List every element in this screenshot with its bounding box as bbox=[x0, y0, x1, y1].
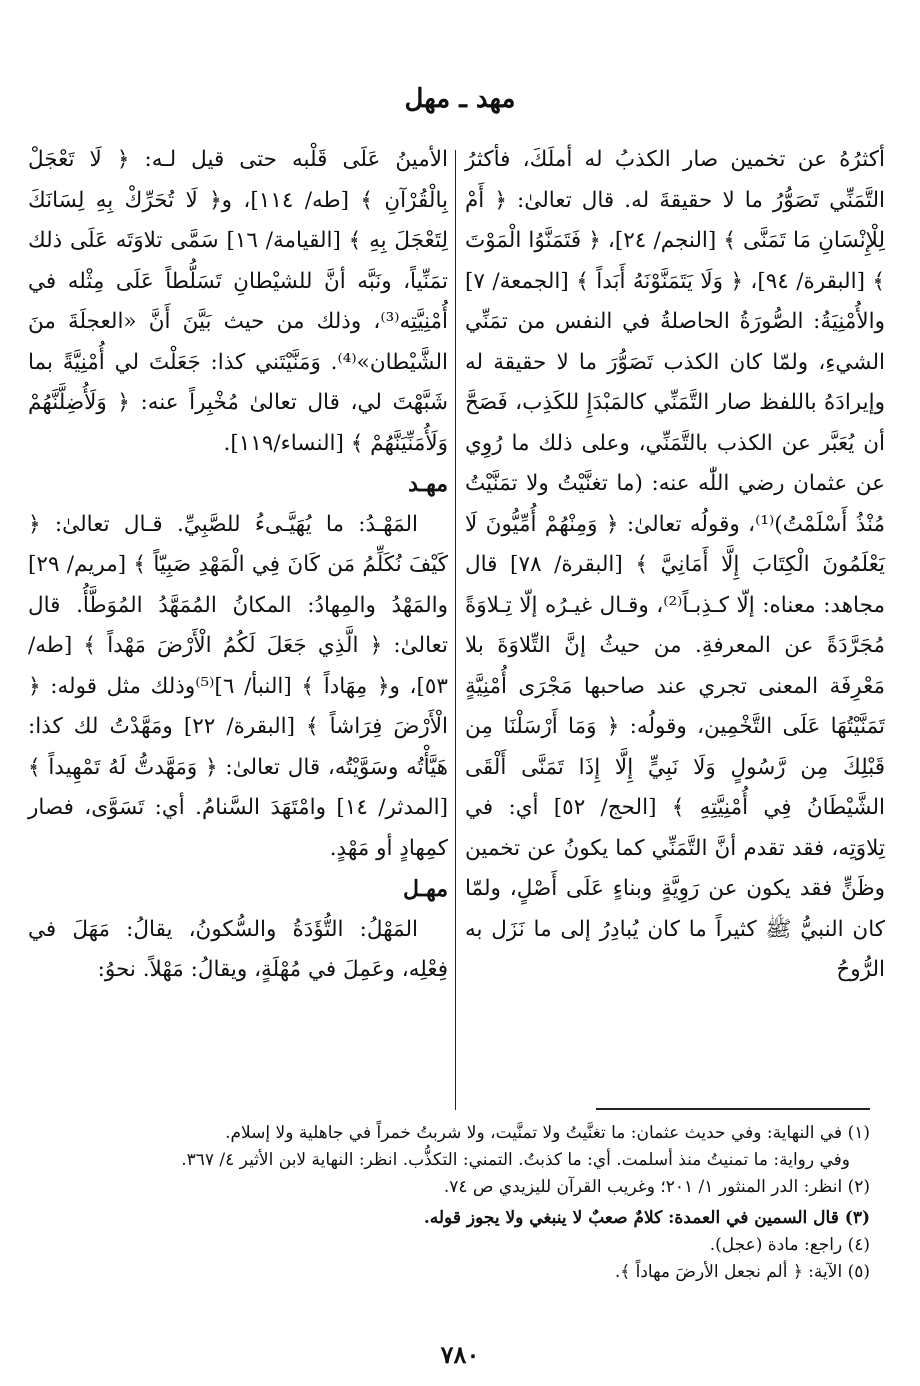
paragraph: المَهْلُ: التُّؤَدَةُ والسُّكونُ، يقالُ: مَهَلَ في فِعْلِه، وعَمِلَ في مُهْلَةٍ، ويقالُ: مَهْلاً. نحوُ: bbox=[28, 916, 448, 982]
left-column bbox=[28, 140, 448, 991]
footnote: (٣) قال السمين في العمدة: كلامٌ صعبٌ لا ينبغي ولا يجوز قوله. bbox=[423, 1208, 870, 1228]
entry-heading: مهـل bbox=[402, 876, 448, 902]
footnote: وفي رواية: ما تمنيتُ منذ أسلمت. أي: ما كذبتُ. التمني: التكذُّب. انظر: النهاية لابن الأثير ٤/ ٣٦٧. bbox=[181, 1150, 850, 1170]
footnote: (٥) الآية: ﴿ ألم نجعل الأرضَ مهاداً ﴾. bbox=[614, 1262, 870, 1282]
right-column bbox=[465, 140, 885, 991]
paragraph: الأمينُ عَلَى قَلْبه حتى قيل لـه: ﴿ لَا تَعْجَلْ بِالْقُرْآنِ ﴾ [طه/ ١١٤]، و﴿ لَا تُحَرِّكْ بِهِ لِسَانَكَ لِتَعْجَلَ بِهِ ﴾ [القيامة/ ١٦] سَمَّى تلاوَتَه عَلَى ذلك تمَنِّياً، ونَبَّه أنَّ للشيْطانِ تَسَلُّطاً عَلَى مِثْله في أُمْنِيَّتِه⁽³⁾، وذلك من حيث بَيَّنَ أَنَّ «العجلَةَ منَ الشَّيْطان»⁽⁴⁾. وَمَنَّيْتَني كذا: جَعَلْتَ لي أُمْنِيَّةً بما شَبَّهْتَ لي، قال تعالىٰ مُخْبِراً عنه: ﴿ وَلَأُضِلَّنَّهُمْ وَلَأُمَنِّيَنَّهُمْ ﴾ [النساء/١١٩]. bbox=[28, 147, 448, 456]
footnotes bbox=[40, 1120, 870, 1286]
entry-heading: مهـد bbox=[408, 471, 448, 497]
footnote: (٤) راجع: مادة (عجل). bbox=[709, 1235, 870, 1255]
page-number: ٧٨٠ bbox=[440, 1340, 480, 1369]
footnote-rule bbox=[596, 1108, 870, 1110]
paragraph: أكثرُهُ عن تخمين صار الكذبُ له أملَكَ، فأكثرُ التَّمَنِّي تَصَوُّرُ ما لا حقيقةَ له. قال تعالىٰ: ﴿ أَمْ لِلْإِنْسَانِ مَا تَمَنَّى ﴾ [النجم/ ٢٤]، ﴿ فَتَمَنَّوُا الْمَوْتَ ﴾ [البقرة/ ٩٤]، ﴿ وَلَا يَتَمَنَّوْنَهُ أَبَداً ﴾ [الجمعة/ ٧] والأُمْنِيَةُ: الصُّورَةُ الحاصلةُ في النفس من تمَنِّي الشيءِ، ولمّا كان الكذب تَصَوُّرَ ما لا حقيقة له وإيرادَهُ باللفظ صار التَّمَنِّي كالمَبْدَإِ للكَذِب، فَصَحَّ أن يُعَبَّر عن الكذب بالتَّمَنِّي، وعلى ذلك ما رُوِي عن عثمان رضي اللّٰه عنه: (ما تغنَّيْتُ ولا تمَنَّيْتُ مُنْذُ أَسْلَمْتُ)⁽¹⁾، وقولُه تعالىٰ: ﴿ وَمِنْهُمْ أُمِّيُّونَ لَا يَعْلَمُونَ الْكِتَابَ إِلَّا أَمَانِيَّ ﴾ [البقرة/ ٧٨] قال مجاهد: معناه: إلّا كـذِبـاً⁽²⁾، وقـال غيـرُه إلّا تِـلاوَةً مُجَرَّدَةً عن المعرفةِ. من حيثُ إنَّ التِّلاوَةَ بلا مَعْرِفَة المعنى تجري عند صاحبها مَجْرَى أُمْنِيَّةٍ تَمَنَّيْتُهَا عَلَى التَّخْمِين، وقولُه: ﴿ وَمَا أَرْسَلْنَا مِن قَبْلِكَ مِن رَّسُولٍ وَلَا نَبِيٍّ إِلَّا إِذَا تَمَنَّى أَلْقَى الشَّيْطَانُ فِي أُمْنِيَّتِهِ ﴾ [الحج/ ٥٢] أي: في تِلاوَتِه، فقد تقدم أنَّ التَّمَنِّي كما يكونُ عن تخمين وظَنٍّ فقد يكون عن رَوِيَّةٍ وبناءٍ عَلَى أَصْلٍ، ولمّا كان النبيُّ ﷺ كثيراً ما كان يُبادِرُ إلى ما نَزَل به الرُّوحُ bbox=[465, 147, 886, 982]
column-divider bbox=[455, 150, 456, 1110]
paragraph: المَهْـدُ: ما يُهَيَّـىءُ للصَّبِيِّ. قـال تعالىٰ: ﴿ كَيْفَ نُكَلِّمُ مَن كَانَ فِي الْمَهْدِ صَبِيّاً ﴾ [مريم/ ٢٩] والمَهْدُ والمِهادُ: المكانُ المُمَهَّدُ المُوَطَّأُ. قال تعالىٰ: ﴿ الَّذِي جَعَلَ لَكُمُ الْأَرْضَ مَهْداً ﴾ [طه/ ٥٣]، و﴿ مِهَاداً ﴾ [النبأ/ ٦]⁽⁵⁾وذلك مثل قوله: ﴿ الْأَرْضَ فِرَاشاً ﴾ [البقرة/ ٢٢] ومَهَّدْتُ لك كذا: هَيَّأْتُه وسَوَّيْتُه، قال تعالىٰ: ﴿ وَمَهَّدتُّ لَهُ تَمْهِيداً ﴾ [المدثر/ ١٤] وامْتَهَدَ السَّنامُ. أي: تَسَوَّى، فصار كمِهادٍ أو مَهْدٍ. bbox=[28, 511, 449, 861]
footnote: (١) في النهاية: وفي حديث عثمان: ما تغنَّيتُ ولا تمنَّيت، ولا شربتُ خمراً في جاهلية ولا إسلام. bbox=[225, 1123, 870, 1143]
footnote: (٢) انظر: الدر المنثور ١/ ٢٠١؛ وغريب القرآن لليزيدي ص ٧٤. bbox=[443, 1177, 870, 1197]
running-header: مهد ـ مهل bbox=[404, 84, 516, 114]
